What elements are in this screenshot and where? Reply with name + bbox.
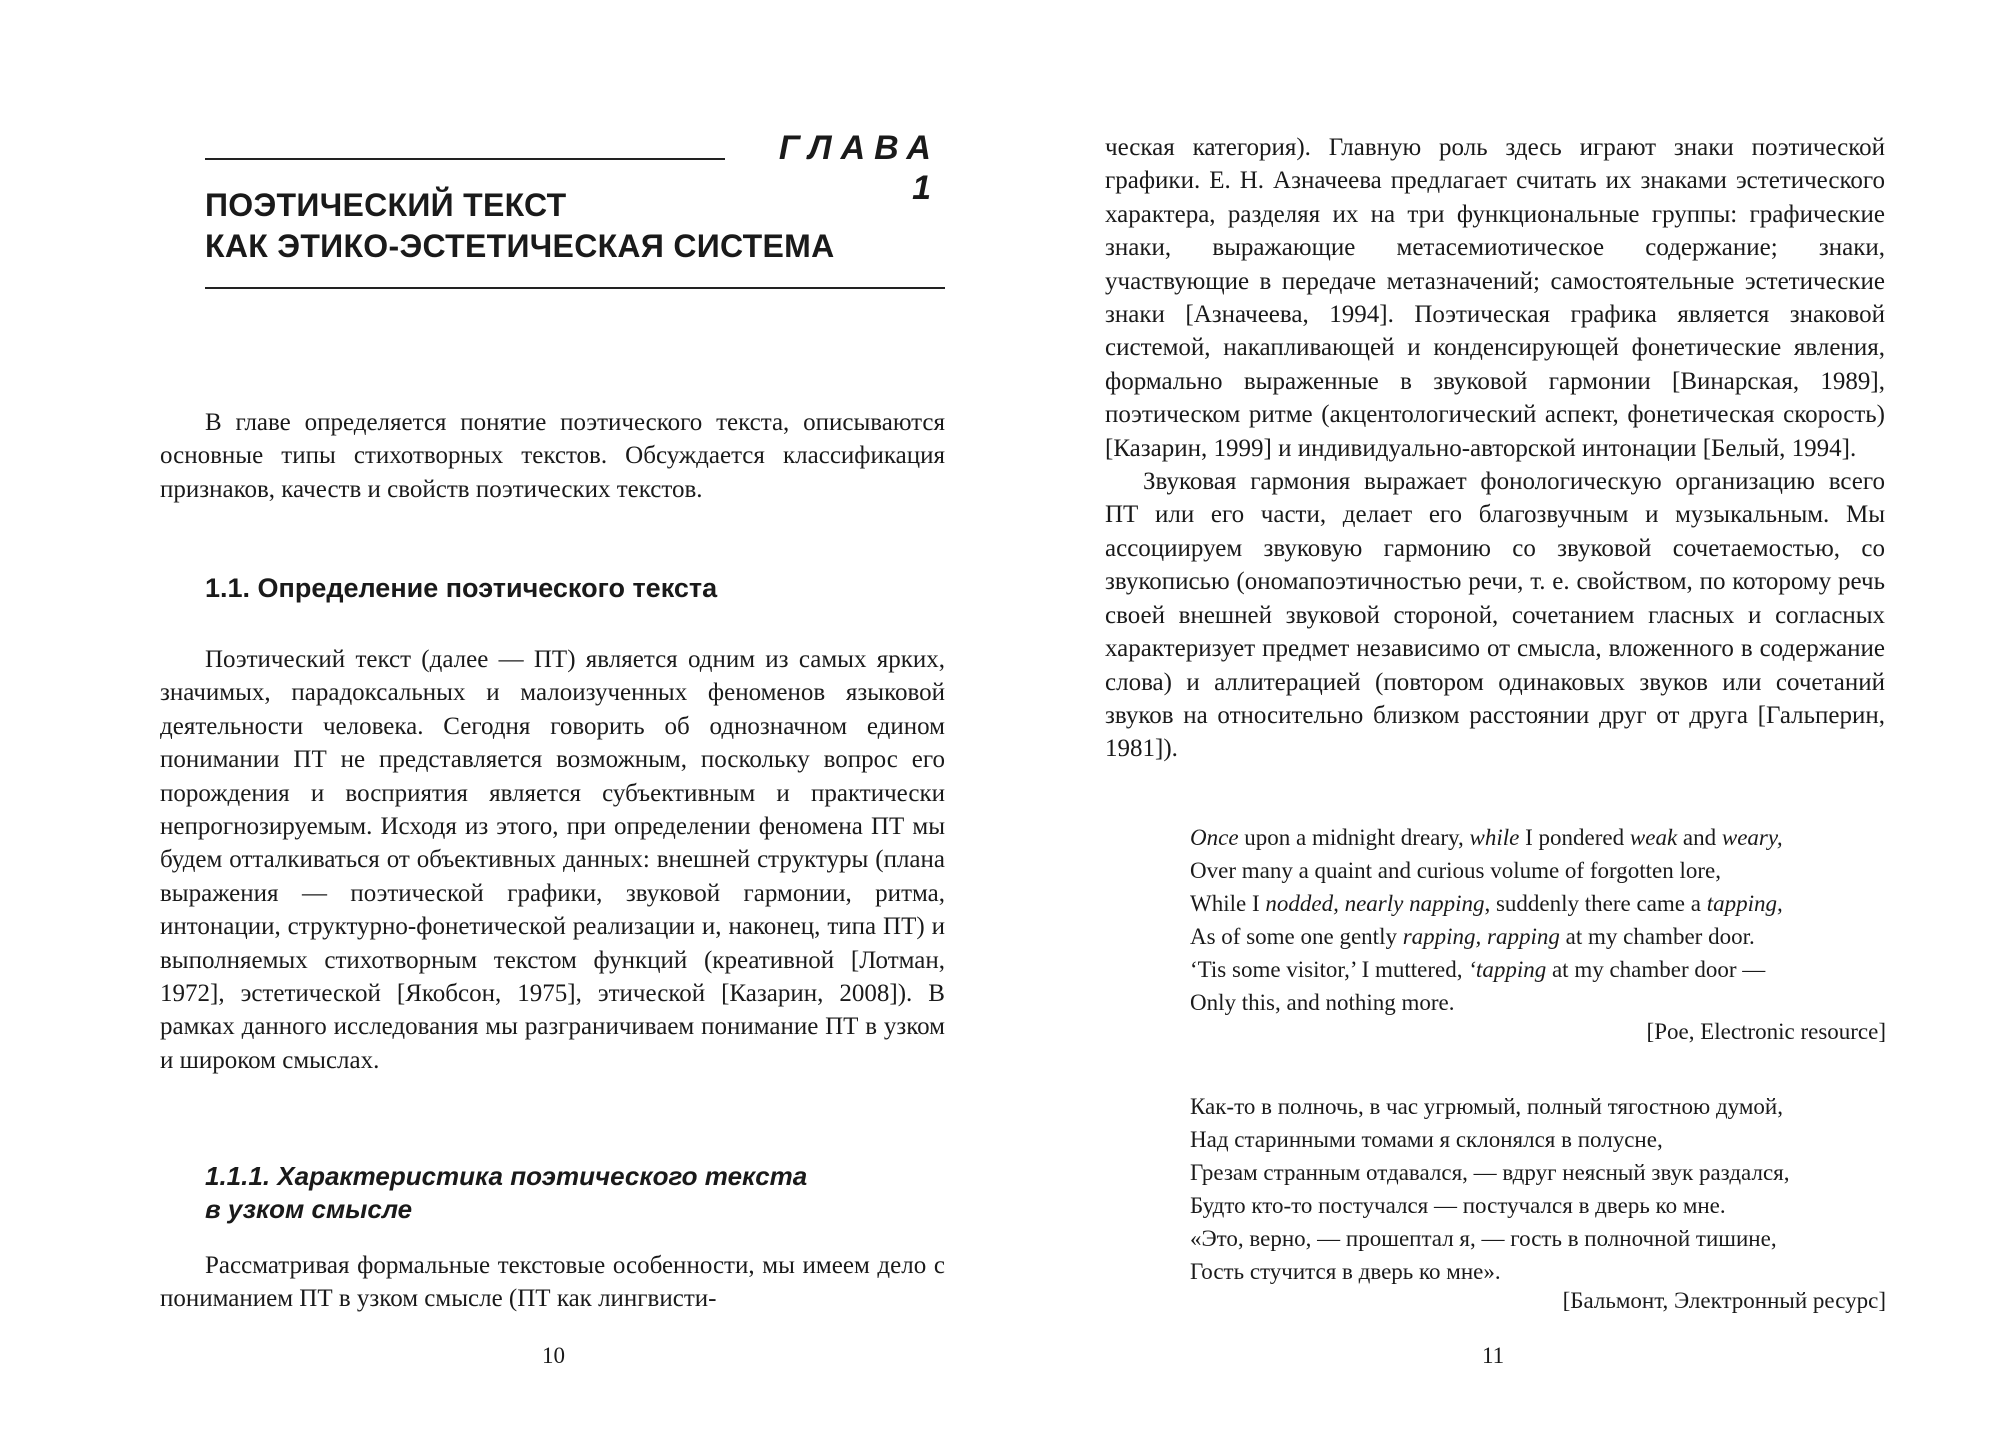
chapter-title-line: ПОЭТИЧЕСКИЙ ТЕКСТ <box>205 187 567 223</box>
poem-line: «Это, верно, — прошептал я, — гость в полночной тишине, <box>1190 1226 1777 1251</box>
poem-fragment: Only this, and nothing more. <box>1190 990 1455 1015</box>
poem-fragment: at my chamber door. <box>1559 924 1755 949</box>
poem-fragment: rapping, rapping <box>1402 924 1560 949</box>
poem-fragment: and <box>1677 825 1722 850</box>
poem-line: Над старинными томами я склонялся в полусне, <box>1190 1127 1663 1152</box>
poem-russian <box>1190 1090 1789 1288</box>
poem-english <box>1190 821 1783 1019</box>
subsection-body <box>160 1249 945 1316</box>
subsection-heading-line: в узком смысле <box>205 1194 413 1224</box>
subsection-heading-line: 1.1.1. Характеристика поэтического текста <box>205 1161 808 1191</box>
section-body <box>160 643 945 1077</box>
section-heading: 1.1. Определение поэтического текста <box>205 573 718 603</box>
page-number: 11 <box>1482 1343 1505 1368</box>
poem-fragment: ‘Tis some visitor,’ I muttered, <box>1190 957 1469 982</box>
chapter-title <box>205 185 945 267</box>
poem-fragment: As of some one gently <box>1190 924 1403 949</box>
poem-fragment: Over many a quaint and curious volume of forgotten lore, <box>1190 858 1721 883</box>
page-number: 10 <box>542 1343 565 1368</box>
chapter-label: ГЛАВА 1 <box>778 129 940 207</box>
poem-fragment: upon a midnight dreary, <box>1238 825 1470 850</box>
poem-line <box>1190 887 1783 920</box>
poem-line: Гость стучится в дверь ко мне». <box>1190 1259 1501 1284</box>
poem-fragment: Once <box>1190 825 1239 850</box>
poem-english-source: [Poe, Electronic resource] <box>1646 1019 1886 1044</box>
poem-line: Как-то в полночь, в час угрюмый, полный тягостною думой, <box>1190 1094 1783 1119</box>
right-page <box>1000 0 2000 1445</box>
poem-fragment: ‘tapping <box>1468 957 1547 982</box>
poem-fragment: I pondered <box>1519 825 1630 850</box>
poem-line <box>1190 953 1783 986</box>
chapter-rule-long <box>205 287 945 289</box>
poem-fragment: tapping, <box>1706 891 1783 916</box>
poem-line <box>1190 986 1783 1019</box>
poem-fragment: , suddenly there came a <box>1484 891 1707 916</box>
poem-fragment: at my chamber door — <box>1546 957 1766 982</box>
poem-fragment: weak <box>1629 825 1678 850</box>
sound-harmony-paragraph: Звуковая гармония выражает фонологическую организацию всего ПТ или его части, делает его благозвучным и музыкальным. Мы ассоциируем звуковую гармонию со звуковой сочетаемостью, со звукописью (ономапоэтичностью речи, т. е. свойством, по которому речь своей внешней звуковой стороной, сочетанием гласных и согласных характеризует предмет независимо от смысла, вложенного в содержание слова) и аллитерацией (повтором одинаковых звуков или сочетаний звуков на относительно близком расстоянии друг от друга [Гальперин, 1981]). <box>1105 468 1885 763</box>
poem-fragment: While I <box>1190 891 1266 916</box>
poem-line: Будто кто-то постучался — постучался в дверь ко мне. <box>1190 1193 1726 1218</box>
continued-paragraph: ческая категория). Главную роль здесь играют знаки поэтической графики. Е. Н. Азначеева предлагает считать их знаками эстетического характера, разделяя их на три функциональные группы: графические знаки, выражающие метасемиотическое содержание; знаки, участвующие в передаче метазначений; самостоятельные эстетические знаки [Азначеева, 1994]. Поэтическая графика является знаковой системой, накапливающей и конденсирующей фонетические явления, формально выраженные в звуковой гармонии [Винарская, 1989], поэтическом ритме (акцентологический аспект, фонетическая скорость) [Казарин, 1999] и индивидуально-авторской интонации [Белый, 1994]. <box>1105 134 1885 462</box>
poem-line <box>1190 920 1783 953</box>
poem-line <box>1190 821 1783 854</box>
poem-fragment: while <box>1469 825 1520 850</box>
subsection-heading <box>205 1160 945 1226</box>
poem-fragment: weary, <box>1721 825 1783 850</box>
chapter-intro <box>160 406 945 506</box>
poem-line: Грезам странным отдавался, — вдруг неясный звук раздался, <box>1190 1160 1790 1185</box>
poem-line <box>1190 854 1783 887</box>
poem-russian-source: [Бальмонт, Электронный ресурс] <box>1562 1288 1886 1313</box>
chapter-rule-short <box>205 158 725 160</box>
right-body <box>1105 131 1885 766</box>
poem-fragment: nodded, nearly napping <box>1265 891 1485 916</box>
chapter-title-line: КАК ЭТИКО-ЭСТЕТИЧЕСКАЯ СИСТЕМА <box>205 228 835 264</box>
section-paragraph: Поэтический текст (далее — ПТ) является одним из самых ярких, значимых, парадоксальных и малоизученных феноменов языковой деятельности человека. Сегодня говорить об однозначном едином понимании ПТ не представляется возможным, поскольку вопрос его порождения и восприятия является субъективным и практически непрогнозируемым. Исходя из этого, при определении феномена ПТ мы будем отталкиваться от объективных данных: внешней структуры (плана выражения — поэтической графики, звуковой гармонии, ритма, интонации, структурно-фонетической реализации и, наконец, типа ПТ) и выполняемых стихотворным текстом функций (креативной [Лотман, 1972], эстетической [Якобсон, 1975], этической [Казарин, 2008]). В рамках данного исследования мы разграничиваем понимание ПТ в узком и широком смыслах. <box>160 646 945 1074</box>
intro-paragraph: В главе определяется понятие поэтического текста, описываются основные типы стихотворных текстов. Обсуждается классификация признаков, качеств и свойств поэтических текстов. <box>160 409 945 503</box>
subsection-paragraph: Рассматривая формальные текстовые особенности, мы имеем дело с пониманием ПТ в узком смысле (ПТ как лингвисти- <box>160 1252 945 1313</box>
